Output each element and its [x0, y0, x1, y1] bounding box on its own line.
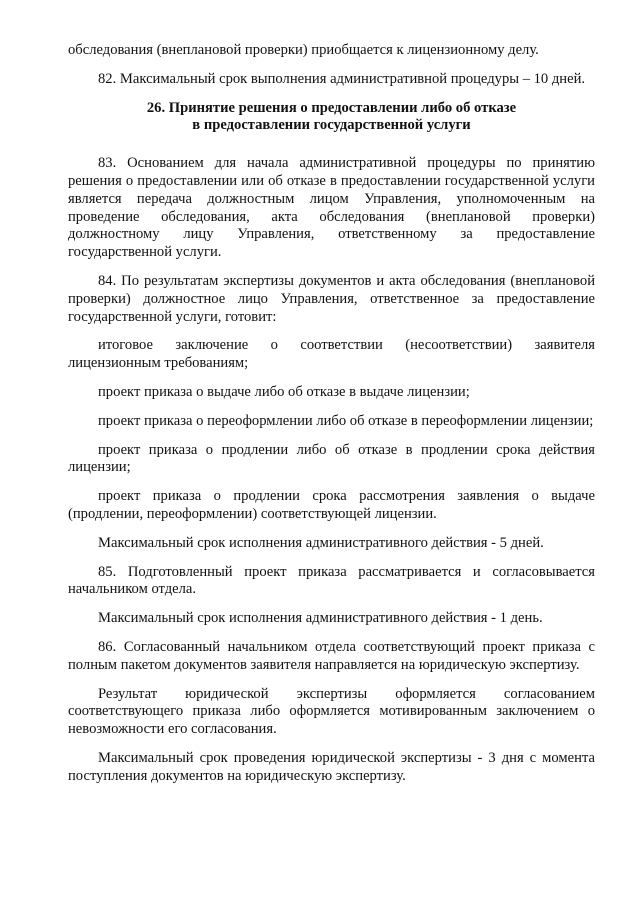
- paragraph-82: 82. Максимальный срок выполнения административной процедуры – 10 дней.: [98, 70, 586, 87]
- paragraph-85-term: Максимальный срок исполнения административного действия - 1 день.: [98, 610, 543, 627]
- section-heading-line-1: 26. Принятие решения о предоставлении либо об отказе: [146, 99, 517, 116]
- paragraph-86-result: Результат юридической экспертизы оформляется согласованием соответствующего приказа либо оформляется мотивированным заключением о невозможности его согласования.: [68, 685, 595, 738]
- list-item: итоговое заключение о соответствии (несоответствии) заявителя лицензионным требованиям;: [68, 337, 595, 372]
- section-heading: [68, 100, 595, 136]
- paragraph-continuation: обследования (внеплановой проверки) приобщается к лицензионному делу.: [68, 42, 539, 58]
- list-item: проект приказа о переоформлении либо об отказе в переоформлении лицензии;: [98, 412, 594, 429]
- paragraph-84-term: Максимальный срок исполнения административного действия - 5 дней.: [98, 534, 544, 551]
- section-heading-line-2: в предоставлении государственной услуги: [192, 117, 471, 134]
- document-page: [68, 42, 595, 797]
- paragraph-86: 86. Согласованный начальником отдела соответствующий проект приказа с полным пакетом документов заявителя направляется на юридическую экспертизу.: [68, 638, 595, 673]
- list-item: проект приказа о продлении либо об отказе в продлении срока действия лицензии;: [68, 441, 595, 476]
- paragraph-85: 85. Подготовленный проект приказа рассматривается и согласовывается начальником отдела.: [68, 563, 595, 598]
- paragraph-83: 83. Основанием для начала административной процедуры по принятию решения о предоставлении или об отказе в предоставлении государственной услуги является передача должностным лицом Управления, уполномоченным на проведение обследования, акта обследования (внеплановой проверки) должностному лицу Управления, ответственному за предоставление государственной услуги.: [68, 155, 595, 261]
- list-item: проект приказа о выдаче либо об отказе в выдаче лицензии;: [98, 383, 470, 400]
- paragraph-84: 84. По результатам экспертизы документов и акта обследования (внеплановой проверки) должностное лицо Управления, ответственное за предоставление государственной услуги, готовит:: [68, 272, 595, 325]
- list-item: проект приказа о продлении срока рассмотрения заявления о выдаче (продлении, переоформлении) соответствующей лицензии.: [68, 488, 595, 522]
- paragraph-86-term: Максимальный срок проведения юридической экспертизы - 3 дня с момента поступления документов на юридическую экспертизу.: [68, 749, 595, 784]
